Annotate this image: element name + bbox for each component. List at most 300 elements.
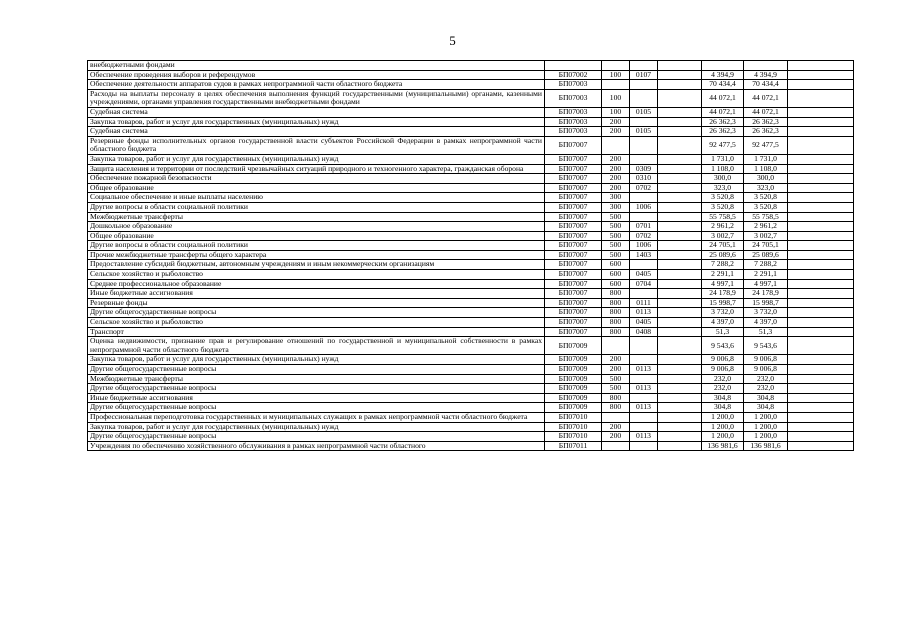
empty-cell [658,260,702,270]
amount-cell [702,61,744,71]
target-article-cell: БП07007 [545,241,602,251]
table-row [88,374,854,384]
table-row [88,241,854,251]
empty-cell [658,384,702,394]
table-row [88,412,854,422]
table-row [88,136,854,154]
amount-cell: 2 961,2 [744,222,788,232]
empty-cell [788,231,854,241]
amount-cell: 9 006,8 [744,365,788,375]
section-cell [630,136,658,154]
amount-cell: 2 291,1 [702,270,744,280]
empty-cell [788,432,854,442]
table-row [88,432,854,442]
amount-cell: 15 998,7 [702,298,744,308]
table-row [88,183,854,193]
amount-cell: 4 997,1 [744,279,788,289]
amount-cell: 70 434,4 [702,80,744,90]
expense-type-cell: 200 [602,432,630,442]
target-article-cell: БП07007 [545,212,602,222]
amount-cell: 55 758,5 [744,212,788,222]
table-row [88,174,854,184]
amount-cell: 304,8 [744,403,788,413]
section-cell: 0113 [630,308,658,318]
empty-cell [788,136,854,154]
empty-cell [658,164,702,174]
target-article-cell: БП07007 [545,279,602,289]
expense-type-cell: 500 [602,384,630,394]
target-article-cell: БП07009 [545,365,602,375]
empty-cell [658,127,702,137]
amount-cell: 1 731,0 [702,154,744,164]
expense-type-cell: 200 [602,174,630,184]
expense-type-cell: 100 [602,107,630,117]
table-row [88,308,854,318]
target-article-cell: БП07007 [545,174,602,184]
amount-cell: 4 397,0 [744,318,788,328]
amount-cell [744,61,788,71]
target-article-cell: БП07007 [545,327,602,337]
target-article-cell: БП07007 [545,289,602,299]
empty-cell [658,154,702,164]
amount-cell: 1 200,0 [744,412,788,422]
item-name-cell: внебюджетными фондами [88,61,545,71]
expense-type-cell: 200 [602,154,630,164]
table-row [88,298,854,308]
empty-cell [788,183,854,193]
section-cell: 0113 [630,365,658,375]
amount-cell: 1 200,0 [744,422,788,432]
amount-cell: 323,0 [702,183,744,193]
item-name-cell: Межбюджетные трансферты [88,374,545,384]
empty-cell [788,289,854,299]
table-row [88,89,854,107]
amount-cell: 26 362,3 [744,117,788,127]
expense-type-cell: 200 [602,365,630,375]
section-cell: 0309 [630,164,658,174]
amount-cell: 4 394,9 [702,70,744,80]
table-row [88,202,854,212]
item-name-cell: Учреждения по обеспечению хозяйственного обслуживания в рамках непрограммной части областного [88,441,545,451]
expense-type-cell: 600 [602,260,630,270]
empty-cell [658,89,702,107]
target-article-cell: БП07010 [545,432,602,442]
section-cell: 0113 [630,432,658,442]
amount-cell: 26 362,3 [744,127,788,137]
empty-cell [658,212,702,222]
amount-cell: 2 291,1 [744,270,788,280]
table-row [88,355,854,365]
amount-cell: 44 072,1 [702,107,744,117]
section-cell [630,260,658,270]
item-name-cell: Другие вопросы в области социальной политики [88,241,545,251]
empty-cell [788,393,854,403]
empty-cell [658,393,702,403]
empty-cell [658,183,702,193]
item-name-cell: Другие общегосударственные вопросы [88,403,545,413]
target-article-cell: БП07007 [545,222,602,232]
expense-type-cell: 200 [602,127,630,137]
budget-table-body [88,61,854,451]
empty-cell [788,260,854,270]
section-cell: 0704 [630,279,658,289]
amount-cell: 7 288,2 [702,260,744,270]
table-row [88,61,854,71]
expense-type-cell: 500 [602,241,630,251]
empty-cell [788,412,854,422]
empty-cell [788,107,854,117]
expense-type-cell: 200 [602,117,630,127]
target-article-cell: БП07003 [545,117,602,127]
expense-type-cell: 800 [602,289,630,299]
amount-cell: 24 705,1 [702,241,744,251]
target-article-cell: БП07010 [545,412,602,422]
section-cell [630,193,658,203]
expense-type-cell: 500 [602,212,630,222]
section-cell [630,441,658,451]
target-article-cell: БП07009 [545,374,602,384]
section-cell [630,289,658,299]
section-cell: 1006 [630,241,658,251]
empty-cell [788,250,854,260]
section-cell: 0408 [630,327,658,337]
target-article-cell: БП07007 [545,308,602,318]
table-row [88,337,854,355]
empty-cell [788,308,854,318]
item-name-cell: Закупка товаров, работ и услуг для государственных (муниципальных) нужд [88,422,545,432]
empty-cell [788,61,854,71]
empty-cell [658,441,702,451]
section-cell [630,117,658,127]
item-name-cell: Судебная система [88,107,545,117]
table-row [88,127,854,137]
target-article-cell: БП07007 [545,193,602,203]
table-row [88,403,854,413]
item-name-cell: Другие общегосударственные вопросы [88,432,545,442]
section-cell [630,393,658,403]
amount-cell: 4 997,1 [702,279,744,289]
item-name-cell: Иные бюджетные ассигнования [88,393,545,403]
empty-cell [658,107,702,117]
empty-cell [788,164,854,174]
expense-type-cell: 600 [602,270,630,280]
expense-type-cell: 300 [602,202,630,212]
table-row [88,422,854,432]
amount-cell: 3 002,7 [744,231,788,241]
expense-type-cell: 500 [602,250,630,260]
amount-cell: 1 108,0 [702,164,744,174]
expense-type-cell: 200 [602,164,630,174]
expense-type-cell: 600 [602,279,630,289]
amount-cell: 1 200,0 [702,412,744,422]
target-article-cell: БП07007 [545,164,602,174]
expense-type-cell: 300 [602,193,630,203]
expense-type-cell: 500 [602,231,630,241]
item-name-cell: Другие общегосударственные вопросы [88,308,545,318]
amount-cell: 44 072,1 [744,89,788,107]
amount-cell: 26 362,3 [702,127,744,137]
table-row [88,154,854,164]
table-row [88,117,854,127]
empty-cell [658,193,702,203]
section-cell: 0105 [630,127,658,137]
expense-type-cell: 200 [602,183,630,193]
expense-type-cell: 100 [602,89,630,107]
item-name-cell: Судебная система [88,127,545,137]
amount-cell: 4 397,0 [702,318,744,328]
section-cell: 0701 [630,222,658,232]
expense-type-cell: 800 [602,318,630,328]
table-row [88,80,854,90]
item-name-cell: Сельское хозяйство и рыболовство [88,318,545,328]
amount-cell: 24 705,1 [744,241,788,251]
empty-cell [658,365,702,375]
item-name-cell: Оценка недвижимости, признание прав и регулирование отношений по государственной и муниципальной собственности в рамках непрограммной части областного бюджета [88,337,545,355]
empty-cell [788,365,854,375]
amount-cell: 1 731,0 [744,154,788,164]
expense-type-cell: 800 [602,403,630,413]
amount-cell: 70 434,4 [744,80,788,90]
item-name-cell: Закупка товаров, работ и услуг для государственных (муниципальных) нужд [88,355,545,365]
page-number: 5 [449,33,456,48]
empty-cell [788,174,854,184]
item-name-cell: Социальное обеспечение и иные выплаты населению [88,193,545,203]
item-name-cell: Другие общегосударственные вопросы [88,384,545,394]
amount-cell: 3 732,0 [702,308,744,318]
empty-cell [788,422,854,432]
empty-cell [658,270,702,280]
amount-cell: 92 477,5 [702,136,744,154]
amount-cell: 1 200,0 [702,432,744,442]
item-name-cell: Общее образование [88,183,545,193]
amount-cell: 3 002,7 [702,231,744,241]
empty-cell [658,327,702,337]
section-cell [630,337,658,355]
table-row [88,270,854,280]
empty-cell [788,202,854,212]
table-row [88,70,854,80]
empty-cell [788,337,854,355]
empty-cell [788,222,854,232]
empty-cell [788,117,854,127]
amount-cell: 136 981,6 [702,441,744,451]
empty-cell [658,202,702,212]
expense-type-cell [602,80,630,90]
amount-cell: 232,0 [744,374,788,384]
empty-cell [658,422,702,432]
section-cell [630,374,658,384]
section-cell: 1403 [630,250,658,260]
table-row [88,327,854,337]
target-article-cell: БП07007 [545,298,602,308]
target-article-cell: БП07007 [545,202,602,212]
expense-type-cell: 100 [602,70,630,80]
empty-cell [658,289,702,299]
amount-cell: 7 288,2 [744,260,788,270]
item-name-cell: Транспорт [88,327,545,337]
section-cell: 0702 [630,183,658,193]
item-name-cell: Предоставление субсидий бюджетным, автономным учреждениям и иным некоммерческим организациям [88,260,545,270]
amount-cell: 2 961,2 [702,222,744,232]
target-article-cell: БП07007 [545,183,602,193]
table-row [88,107,854,117]
amount-cell: 3 732,0 [744,308,788,318]
amount-cell: 304,8 [702,393,744,403]
empty-cell [658,80,702,90]
empty-cell [788,154,854,164]
item-name-cell: Обеспечение пожарной безопасности [88,174,545,184]
table-row [88,384,854,394]
expense-type-cell: 200 [602,422,630,432]
item-name-cell: Прочие межбюджетные трансферты общего характера [88,250,545,260]
empty-cell [788,384,854,394]
amount-cell: 3 520,8 [744,193,788,203]
empty-cell [788,441,854,451]
target-article-cell: БП07003 [545,89,602,107]
amount-cell: 300,0 [744,174,788,184]
section-cell: 0111 [630,298,658,308]
item-name-cell: Межбюджетные трансферты [88,212,545,222]
amount-cell: 3 520,8 [702,202,744,212]
expense-type-cell: 500 [602,374,630,384]
target-article-cell: БП07007 [545,260,602,270]
table-row [88,289,854,299]
amount-cell: 136 981,6 [744,441,788,451]
expense-type-cell: 800 [602,393,630,403]
target-article-cell: БП07009 [545,337,602,355]
empty-cell [658,308,702,318]
item-name-cell: Резервные фонды исполнительных органов государственной власти субъектов Российской Федерации в рамках непрограммной части областного бюджета [88,136,545,154]
amount-cell: 51,3 [744,327,788,337]
amount-cell: 232,0 [702,374,744,384]
target-article-cell: БП07009 [545,384,602,394]
empty-cell [658,70,702,80]
expense-type-cell [602,61,630,71]
section-cell: 0310 [630,174,658,184]
empty-cell [658,318,702,328]
empty-cell [658,298,702,308]
amount-cell: 3 520,8 [702,193,744,203]
target-article-cell: БП07003 [545,107,602,117]
amount-cell: 51,3 [702,327,744,337]
item-name-cell: Обеспечение проведения выборов и референдумов [88,70,545,80]
amount-cell: 92 477,5 [744,136,788,154]
target-article-cell: БП07011 [545,441,602,451]
target-article-cell: БП07007 [545,154,602,164]
empty-cell [658,136,702,154]
table-row [88,318,854,328]
amount-cell: 9 006,8 [702,355,744,365]
expense-type-cell: 800 [602,327,630,337]
table-row [88,222,854,232]
target-article-cell: БП07007 [545,250,602,260]
empty-cell [658,355,702,365]
empty-cell [788,355,854,365]
amount-cell: 232,0 [744,384,788,394]
item-name-cell: Другие вопросы в области социальной политики [88,202,545,212]
table-row [88,393,854,403]
section-cell [630,154,658,164]
budget-table [87,60,854,451]
empty-cell [658,222,702,232]
section-cell: 0113 [630,384,658,394]
amount-cell: 1 108,0 [744,164,788,174]
amount-cell: 9 543,6 [744,337,788,355]
section-cell [630,422,658,432]
amount-cell: 44 072,1 [702,89,744,107]
empty-cell [788,193,854,203]
target-article-cell: БП07009 [545,403,602,413]
target-article-cell: БП07007 [545,270,602,280]
empty-cell [788,374,854,384]
target-article-cell: БП07003 [545,80,602,90]
expense-type-cell [602,337,630,355]
section-cell: 0107 [630,70,658,80]
empty-cell [658,412,702,422]
section-cell: 1006 [630,202,658,212]
target-article-cell: БП07007 [545,136,602,154]
expense-type-cell: 800 [602,298,630,308]
empty-cell [788,279,854,289]
table-row [88,231,854,241]
section-cell: 0105 [630,107,658,117]
amount-cell: 25 089,6 [744,250,788,260]
empty-cell [788,270,854,280]
empty-cell [788,212,854,222]
item-name-cell: Резервные фонды [88,298,545,308]
amount-cell: 25 089,6 [702,250,744,260]
expense-type-cell [602,441,630,451]
section-cell [630,355,658,365]
section-cell: 0405 [630,318,658,328]
table-row [88,212,854,222]
table-row [88,164,854,174]
expense-type-cell [602,412,630,422]
empty-cell [658,432,702,442]
expense-type-cell: 500 [602,222,630,232]
section-cell [630,80,658,90]
target-article-cell: БП07002 [545,70,602,80]
target-article-cell [545,61,602,71]
section-cell [630,212,658,222]
empty-cell [788,80,854,90]
item-name-cell: Сельское хозяйство и рыболовство [88,270,545,280]
empty-cell [658,117,702,127]
empty-cell [658,231,702,241]
empty-cell [658,241,702,251]
section-cell [630,61,658,71]
amount-cell: 9 543,6 [702,337,744,355]
expense-type-cell [602,136,630,154]
empty-cell [788,241,854,251]
amount-cell: 55 758,5 [702,212,744,222]
empty-cell [788,89,854,107]
empty-cell [658,61,702,71]
amount-cell: 323,0 [744,183,788,193]
item-name-cell: Профессиональная переподготовка государственных и муниципальных служащих в рамках непрограммной части областного бюджета [88,412,545,422]
item-name-cell: Иные бюджетные ассигнования [88,289,545,299]
item-name-cell: Расходы на выплаты персоналу в целях обеспечения выполнения функций государственными (муниципальными) органами, казенными учреждениями, органами управления государственными внебюджетными фондами [88,89,545,107]
target-article-cell: БП07003 [545,127,602,137]
item-name-cell: Среднее профессиональное образование [88,279,545,289]
expense-type-cell: 200 [602,355,630,365]
item-name-cell: Дошкольное образование [88,222,545,232]
target-article-cell: БП07009 [545,393,602,403]
empty-cell [788,327,854,337]
amount-cell: 24 178,9 [702,289,744,299]
expense-type-cell: 800 [602,308,630,318]
empty-cell [658,403,702,413]
